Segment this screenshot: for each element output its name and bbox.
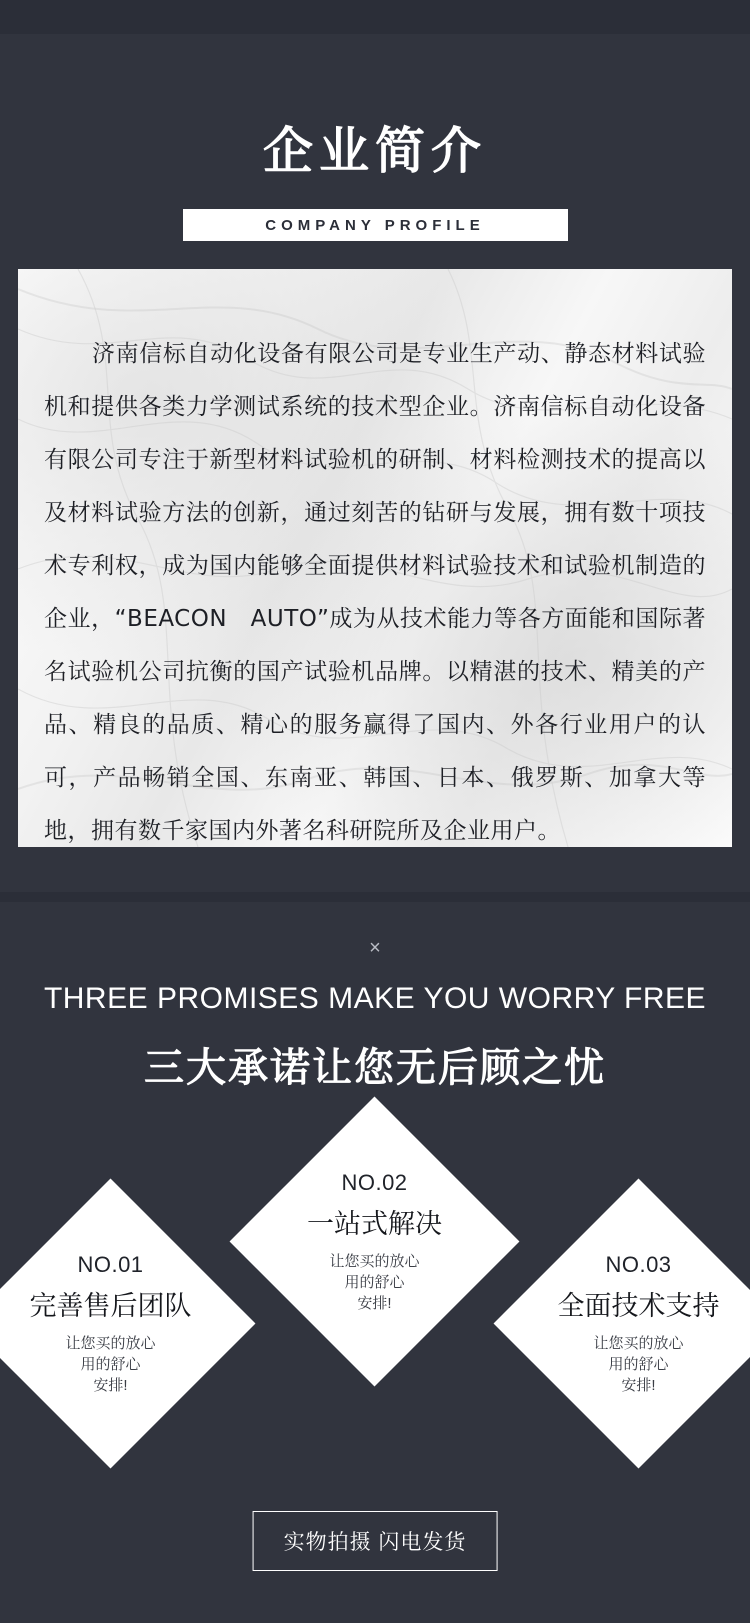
promise-card-2 [230,1096,520,1386]
promise-desc-3-line3: 安排! [621,1376,656,1393]
promise-desc-2-line2: 用的舒心 [344,1273,405,1290]
promise-desc-3-line2: 用的舒心 [608,1355,669,1372]
promise-number-3: NO.03 [605,1251,672,1276]
promise-title-2: 一站式解决 [307,1208,442,1238]
promise-desc-2 [329,1250,419,1313]
promise-desc-2-line1: 让您买的放心 [329,1252,420,1269]
promise-number-1: NO.01 [77,1251,144,1276]
shipping-badge: 实物拍摄 闪电发货 [253,1511,498,1571]
promise-desc-1-line1: 让您买的放心 [65,1334,156,1351]
promise-desc-1-line2: 用的舒心 [80,1355,141,1372]
company-profile-section [0,34,750,892]
promise-title-1: 完善售后团队 [29,1290,192,1320]
promise-number-2: NO.02 [341,1169,408,1194]
promise-desc-3 [593,1332,683,1395]
promise-desc-1 [65,1332,155,1395]
promises-chinese-heading: 三大承诺让您无后顾之忧 [144,1045,606,1090]
section-divider [0,892,750,902]
promise-desc-3-line1: 让您买的放心 [593,1334,684,1351]
profile-text-card [18,269,732,847]
promise-card-3 [494,1178,750,1468]
promise-desc-1-line3: 安排! [93,1376,128,1393]
promises-english-heading: THREE PROMISES MAKE YOU WORRY FREE [43,981,707,1015]
promise-desc-2-line3: 安排! [357,1294,392,1311]
profile-subtitle-banner [183,209,568,241]
profile-body-text: 济南信标自动化设备有限公司是专业生产动、静态材料试验机和提供各类力学测试系统的技术型企业。济南信标自动化设备有限公司专注于新型材料试验机的研制、材料检测技术的提高以及材料试验方法的创新，通过刻苦的钻研与发展，拥有数十项技术专利权，成为国内能够全面提供材料试验技术和试验机制造的企业，“BEACON AUTO”成为从技术能力等各方面能和国际著名试验机公司抗衡的国产试验机品牌。以精湛的技术、精美的产品、精良的品质、精心的服务赢得了国内、外各行业用户的认可，产品畅销全国、东南亚、韩国、日本、俄罗斯、加拿大等地，拥有数千家国内外著名科研院所及企业用户。 [44,340,706,844]
promise-title-3: 全面技术支持 [557,1290,720,1320]
promise-diamond-group [0,1129,750,1459]
decorative-cross-icon: × [369,936,381,959]
profile-subtitle-text: COMPANY PROFILE [265,216,485,234]
promise-card-1 [0,1178,255,1468]
page-title: 企业简介 [263,122,487,179]
three-promises-section [0,902,750,1623]
